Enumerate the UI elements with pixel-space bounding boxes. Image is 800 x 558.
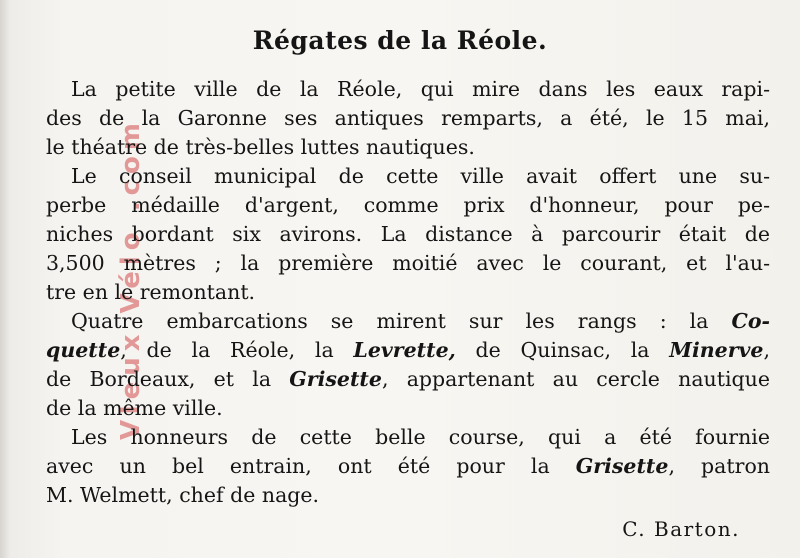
article-line: tre en le remontant. (46, 280, 256, 304)
watermark: Vieux Vélo .com (116, 117, 146, 441)
author-signature: C. Barton. (622, 517, 740, 541)
boat-name: Grisette (289, 367, 382, 391)
boat-name: quette (46, 338, 121, 362)
article-line: avec un bel entrain, ont été pour la Grisette, patron (46, 454, 770, 478)
article-title: Régates de la Réole. (252, 26, 548, 55)
article-line: La petite ville de la Réole, qui mire dans les eaux rapi- (71, 77, 770, 101)
boat-name: Levrette, (353, 338, 456, 362)
boat-name: Minerve (669, 338, 764, 362)
boat-name: Grisette (575, 454, 669, 478)
article-line: niches bordant six avirons. La distance à parcourir était de (46, 222, 770, 246)
article-line: Le conseil municipal de cette ville avait offert une su- (71, 164, 770, 188)
boat-name: Co- (731, 309, 770, 333)
article-line: des de la Garonne ses antiques remparts, a été, le 15 mai, (46, 106, 770, 130)
article-line: Les honneurs de cette belle course, qui a été fournie (71, 425, 770, 449)
article-line: quette, de la Réole, la Levrette, de Quinsac, la Minerve, (46, 338, 770, 362)
article-line: le théatre de très-belles luttes nautiques. (46, 135, 475, 159)
article-line: de la même ville. (46, 396, 223, 420)
article-line: de Bordeaux, et la Grisette, appartenant au cercle nautique (46, 367, 770, 391)
article-body (46, 75, 770, 510)
article-line: M. Welmett, chef de nage. (46, 483, 320, 507)
article-line: perbe médaille d'argent, comme prix d'honneur, pour pe- (46, 193, 770, 217)
scan-edge-shadow (0, 0, 10, 558)
article-line: Quatre embarcations se mirent sur les rangs : la Co- (71, 309, 770, 333)
article-line: 3,500 mètres ; la première moitié avec le courant, et l'au- (46, 251, 770, 275)
